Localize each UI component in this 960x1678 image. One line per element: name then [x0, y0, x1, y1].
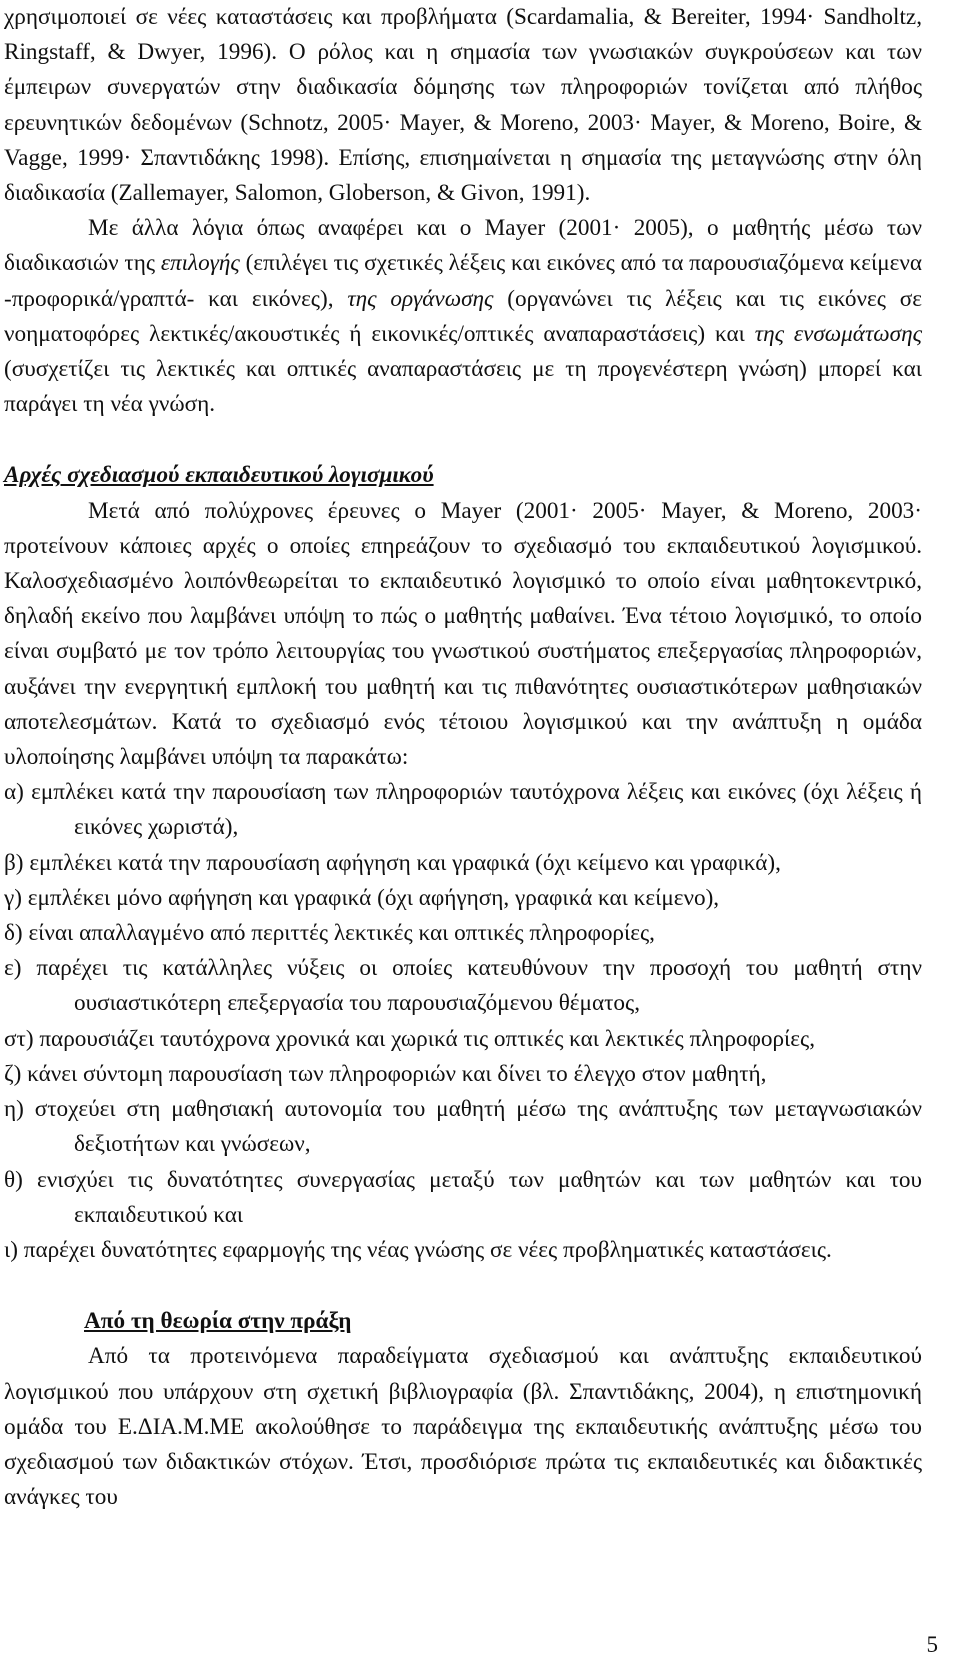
paragraph-mayer-text-a: Με άλλα λόγια όπως αναφέρει και ο Mayer (2001· 2005), ο μαθητής μέσω των διαδικασιών της	[4, 215, 922, 277]
list-item: ζ) κάνει σύντομη παρουσίαση των πληροφοριών και δίνει το έλεγχο στον μαθητή,	[4, 1060, 767, 1087]
list-item: ι) παρέχει δυνατότητες εφαρμογής της νέας γνώσης σε νέες προβληματικές καταστάσεις.	[4, 1236, 832, 1263]
paragraph-mayer	[4, 211, 922, 422]
list-item: α) εμπλέκει κατά την παρουσίαση των πληροφοριών ταυτόχρονα λέξεις και εικόνες (όχι λέξεις ή εικόνες χωριστά),	[4, 779, 922, 841]
list-item: δ) είναι απαλλαγμένο από περιττές λεκτικές και οπτικές πληροφορίες,	[4, 920, 655, 947]
list-item: β) εμπλέκει κατά την παρουσίαση αφήγηση και γραφικά (όχι κείμενο και γραφικά),	[4, 849, 781, 876]
principles-list	[4, 775, 922, 1268]
list-item: στ) παρουσιάζει ταυτόχρονα χρονικά και χωρικά τις οπτικές και λεκτικές πληροφορίες,	[4, 1025, 816, 1052]
page-number: 5	[926, 1632, 938, 1657]
paragraph-mayer-text-g: (συσχετίζει τις λεκτικές και οπτικές αναπαραστάσεις με τη προγενέστερη γνώση) μπορεί και παράγει τη νέα γνώση.	[4, 356, 922, 418]
paragraph-principles: Μετά από πολύχρονες έρευνες ο Mayer (2001· 2005· Mayer, & Moreno, 2003· προτείνουν κάποιες αρχές ο οποίες επηρεάζουν το σχεδιασμό του εκπαιδευτικού λογισμικού. Καλοσχεδιασμένο λοιπόνθεωρείται το εκπαιδευτικό λογισμικό το οποίο είναι μαθητοκεντρικό, δηλαδή εκείνο που λαμβάνει υπόψη το πώς ο μαθητής μαθαίνει. Ένα τέτοιο λογισμικό, το οποίο είναι συμβατό με τον τρόπο λειτουργίας του γνωστικού συστήματος επεξεργασίας πληροφοριών, αυξάνει την ενεργητική εμπλοκή του μαθητή και τις πιθανότητες ουσιαστικότερων μαθησιακών αποτελεσμάτων. Κατά το σχεδιασμό ενός τέτοιου λογισμικού και την ανάπτυξη η ομάδα υλοποίησης λαμβάνει υπόψη τα παρακάτω:	[4, 497, 922, 771]
list-item: ε) παρέχει τις κατάλληλες νύξεις οι οποίες κατευθύνουν την προσοχή του μαθητή στην ουσιαστικότερη επεξεργασία του παρουσιαζόμενου θέματος,	[4, 955, 922, 1017]
paragraph-mayer-text-c: (επιλέγει τις σχετικές λέξεις και εικόνες από τα παρουσιαζόμενα κείμενα -προφορικά/γραπτά- και εικόνες),	[4, 250, 922, 312]
heading-theory-to-practice: Από τη θεωρία στην πράξη	[84, 1308, 352, 1335]
document-page	[4, 0, 922, 1515]
term-integration: της ενσωμάτωσης	[754, 320, 922, 347]
list-item: γ) εμπλέκει μόνο αφήγηση και γραφικά (όχι αφήγηση, γραφικά και κείμενο),	[4, 884, 720, 911]
paragraph-intro: χρησιμοποιεί σε νέες καταστάσεις και προβλήματα (Scardamalia, & Bereiter, 1994· Sandholtz, Ringstaff, & Dwyer, 1996). Ο ρόλος και η σημασία των γνωσιακών συγκρούσεων και των έμπειρων συνεργατών στην διαδικασία δόμησης των πληροφοριών τονίζεται από πλήθος ερευνητικών δεδομένων (Schnotz, 2005· Mayer, & Moreno, 2003· Mayer, & Moreno, Boire, & Vagge, 1999· Σπαντιδάκης 1998). Επίσης, επισημαίνεται η σημασία της μεταγνώσης στην όλη διαδικασία (Zallemayer, Salomon, Globerson, & Givon, 1991).	[4, 4, 922, 207]
term-selection: επιλογής	[160, 250, 240, 277]
paragraph-mayer-text-e: (οργανώνει τις λέξεις και τις εικόνες σε νοηματοφόρες λεκτικές/ακουστικές ή εικονικές/οπτικές αναπαραστάσεις) και	[4, 285, 922, 347]
list-item: θ) ενισχύει τις δυνατότητες συνεργασίας μεταξύ των μαθητών και των μαθητών και του εκπαιδευτικού και	[4, 1166, 922, 1228]
paragraph-practice: Από τα προτεινόμενα παραδείγματα σχεδιασμού και ανάπτυξης εκπαιδευτικού λογισμικού που υπάρχουν στη σχετική βιβλιογραφία (βλ. Σπαντιδάκης, 2004), η επιστημονική ομάδα του Ε.ΔΙΑ.Μ.ΜΕ ακολούθησε το παράδειγμα της εκπαιδευτικής ανάπτυξης μέσω του σχεδιασμού των διδακτικών στόχων. Έτσι, προσδιόρισε πρώτα τις εκπαιδευτικές και διδακτικές ανάγκες του	[4, 1343, 922, 1511]
heading-design-principles: Αρχές σχεδιασμού εκπαιδευτικού λογισμικού	[4, 462, 434, 489]
list-item: η) στοχεύει στη μαθησιακή αυτονομία του μαθητή μέσω της ανάπτυξης των μεταγνωσιακών δεξιοτήτων και γνώσεων,	[4, 1096, 922, 1158]
term-organization: της οργάνωσης	[347, 285, 494, 312]
